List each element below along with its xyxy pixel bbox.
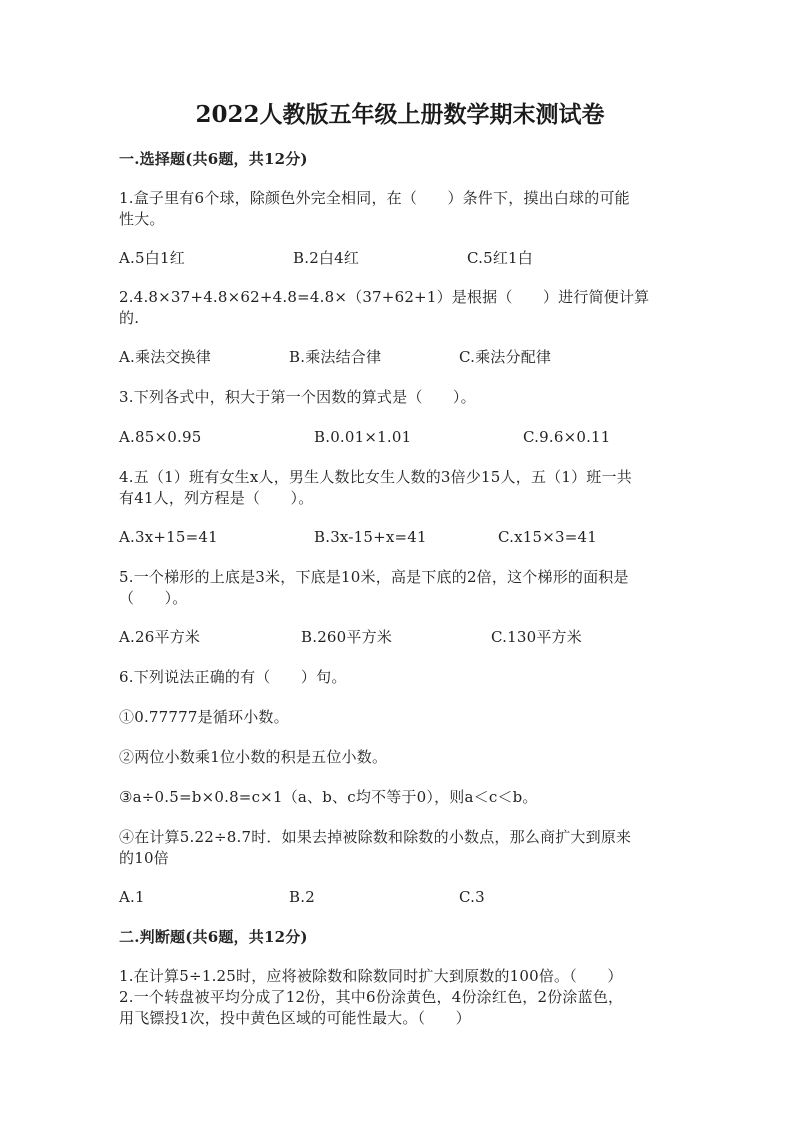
- judgment-2-line-2: 用飞镖投1次，投中黄色区域的可能性最大。（ ）: [119, 1009, 471, 1027]
- exam-title: 2022人教版五年级上册数学期末测试卷: [195, 101, 605, 128]
- question-6-statement-1: ①0.77777是循环小数。: [119, 708, 289, 726]
- question-5-line-1: 5.一个梯形的上底是3米，下底是10米，高是下底的2倍，这个梯形的面积是: [119, 568, 629, 586]
- question-6-statement-4-line-2: 的10倍: [119, 849, 169, 867]
- judgment-2-line-1: 2.一个转盘被平均分成了12份，其中6份涂黄色，4份涂红色，2份涂蓝色，: [119, 988, 624, 1006]
- question-4-line-1: 4.五（1）班有女生x人，男生人数比女生人数的3倍少15人，五（1）班一共: [119, 468, 632, 486]
- question-1-option-c: C.5红1白: [467, 249, 533, 267]
- question-2-line-1: 2.4.8×37+4.8×62+4.8=4.8×（37+62+1）是根据（ ）进行简便计算: [119, 288, 650, 306]
- question-6-option-c: C.3: [459, 888, 485, 906]
- question-5-line-2: （ ）。: [119, 589, 188, 607]
- question-6-statement-2: ②两位小数乘1位小数的积是五位小数。: [119, 748, 388, 766]
- question-1-line-1: 1.盒子里有6个球，除颜色外完全相同，在（ ）条件下，摸出白球的可能: [119, 189, 630, 207]
- question-1-option-b: B.2白4红: [293, 249, 360, 267]
- question-1-line-2: 性大。: [119, 210, 165, 228]
- question-5-option-a: A.26平方米: [119, 628, 201, 646]
- question-5-option-b: B.260平方米: [301, 628, 393, 646]
- question-4-option-b: B.3x-15+x=41: [314, 528, 427, 546]
- section-heading-choice: 一.选择题(共6题，共12分): [119, 150, 308, 168]
- question-6-statement-3: ③a÷0.5=b×0.8=c×1（a、b、c均不等于0），则a＜c＜b。: [119, 788, 538, 806]
- question-6-line-1: 6.下列说法正确的有（ ）句。: [119, 668, 347, 686]
- question-4-option-c: C.x15×3=41: [498, 528, 598, 546]
- question-2-option-c: C.乘法分配律: [459, 348, 552, 366]
- question-6-statement-4-line-1: ④在计算5.22÷8.7时．如果去掉被除数和除数的小数点，那么商扩大到原来: [119, 828, 632, 846]
- question-4-line-2: 有41人，列方程是（ ）。: [119, 489, 314, 507]
- question-6-option-b: B.2: [289, 888, 315, 906]
- question-4-option-a: A.3x+15=41: [119, 528, 218, 546]
- judgment-1-line-1: 1.在计算5÷1.25时，应将被除数和除数同时扩大到原数的100倍。（ ）: [119, 967, 623, 985]
- question-2-option-b: B.乘法结合律: [289, 348, 382, 366]
- question-6-option-a: A.1: [119, 888, 145, 906]
- question-1-option-a: A.5白1红: [119, 249, 185, 267]
- question-2-line-2: 的.: [119, 309, 140, 327]
- question-5-option-c: C.130平方米: [491, 628, 582, 646]
- section-heading-judgment: 二.判断题(共6题，共12分): [119, 928, 308, 946]
- question-2-option-a: A.乘法交换律: [119, 348, 212, 366]
- question-3-option-a: A.85×0.95: [119, 428, 202, 446]
- question-3-option-b: B.0.01×1.01: [314, 428, 412, 446]
- question-3-option-c: C.9.6×0.11: [523, 428, 611, 446]
- question-3-line-1: 3.下列各式中，积大于第一个因数的算式是（ ）。: [119, 388, 476, 406]
